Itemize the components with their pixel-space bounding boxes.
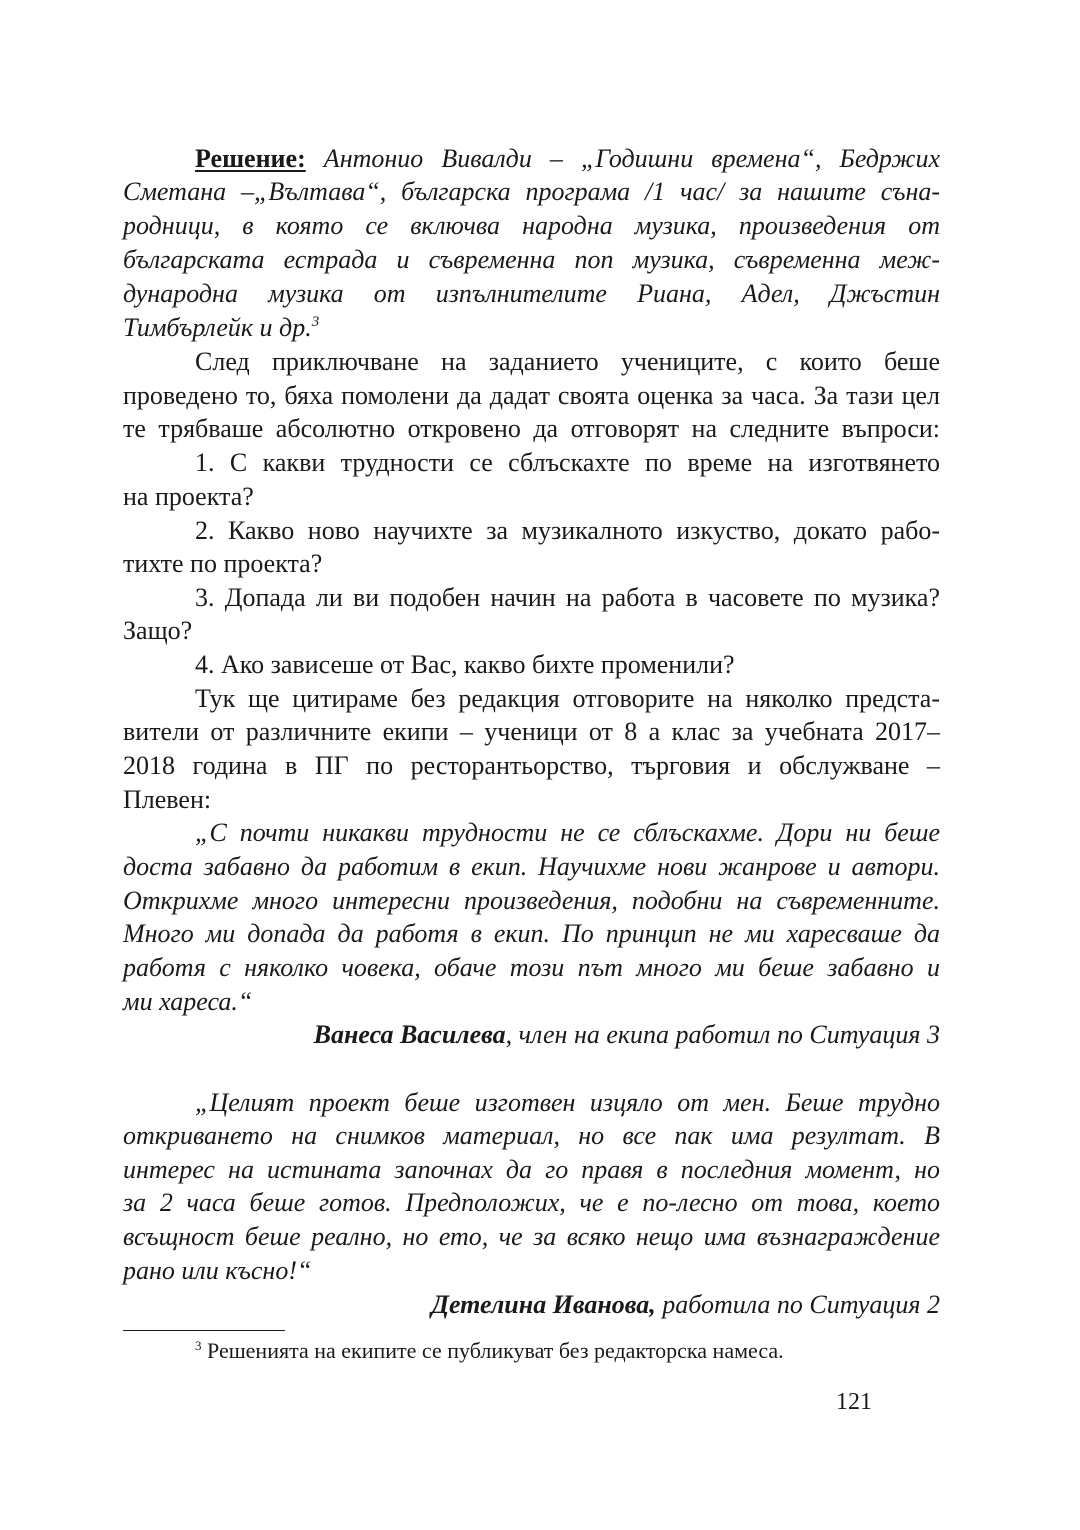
question-3-line-2: Защо? <box>123 616 193 645</box>
quote-1-line-3: Открихме много интересни произведения, подобни на съвременните. <box>123 886 940 915</box>
intro-line-2: проведено то, бяха помолени да дадат своята оценка за часа. За тази цел <box>123 381 940 410</box>
decision-line-5: дународна музика от изпълнителите Риана, Адел, Джъстин <box>123 279 940 308</box>
footnote-ref: 3 <box>311 314 320 330</box>
footnote-text: Решенията на екипите се публикуват без редакторска намеса. <box>201 1338 784 1363</box>
question-3-line-1: 3. Допада ли ви подобен начин на работа в часовете по музика? <box>195 583 940 612</box>
quote-1-author: Ванеса Василева <box>313 1020 506 1049</box>
quote-1-line-6: ми хареса.“ <box>123 987 253 1016</box>
citation-line-4: Плевен: <box>123 785 212 814</box>
footnote-number: 3 <box>195 1338 202 1353</box>
quote-2-attribution <box>123 1288 940 1321</box>
quote-1-line-4: Много ми допада да работя в екип. По принцип не ми харесваше да <box>123 919 940 948</box>
decision-line-4: българската естрада и съвременна поп музика, съвременна меж- <box>123 245 940 274</box>
quote-2-line-2: откриването на снимков материал, но все пак има резултат. В <box>123 1121 940 1150</box>
question-1-line-2: на проекта? <box>123 482 254 511</box>
quote-1-line-2: доста забавно да работим в екип. Научихме нови жанрове и автори. <box>123 852 940 881</box>
decision-text-1: Антонио Вивалди – „Годишни времена“, Бедржих <box>305 144 940 173</box>
footnote-rule <box>123 1330 285 1331</box>
quote-1-line-1: „С почти никакви трудности не се сблъскахме. Дори ни беше <box>195 818 940 847</box>
citation-line-1: Тук ще цитираме без редакция отговорите на няколко предста- <box>195 684 940 713</box>
quote-1-attribution <box>123 1018 940 1051</box>
quote-1-role: , член на екипа работил по Ситуация 3 <box>505 1020 940 1049</box>
question-2-line-2: тихте по проекта? <box>123 549 323 578</box>
quote-2-line-4: за 2 часа беше готов. Предположих, че е по-лесно от това, което <box>123 1188 940 1217</box>
decision-line-6 <box>123 311 940 344</box>
intro-line-3: те трябваше абсолютно откровено да отговорят на следните въпроси: <box>123 414 940 443</box>
question-4-line-1: 4. Ако зависеше от Вас, какво бихте променили? <box>195 650 735 679</box>
quote-2-line-5: всъщност беше реално, но ето, че за всяко нещо има възнаграждение <box>123 1222 940 1251</box>
decision-label: Решение: <box>195 144 306 173</box>
quote-2-line-3: интерес на истината започнах да го правя в последния момент, но <box>123 1155 940 1184</box>
quote-1-line-5: работя с няколко човека, обаче този път много ми беше забавно и <box>123 953 940 982</box>
intro-line-1: След приключване на заданието учениците, с които беше <box>195 347 940 376</box>
quote-2-line-6: рано или късно!“ <box>123 1256 312 1285</box>
decision-text-6: Тимбърлейк и др. <box>123 313 312 342</box>
quote-2-role: работила по Ситуация 2 <box>655 1290 940 1319</box>
decision-line-1 <box>195 142 940 175</box>
quote-2-line-1: „Целият проект беше изготвен изцяло от мен. Беше трудно <box>195 1088 940 1117</box>
question-1-line-1: 1. С какви трудности се сблъскахте по време на изготвянето <box>195 448 940 477</box>
decision-line-3: родници, в която се включва народна музика, произведения от <box>123 211 940 240</box>
question-2-line-1: 2. Какво ново научихте за музикалното изкуство, докато рабо- <box>195 516 940 545</box>
footnote <box>195 1336 784 1366</box>
citation-line-3: 2018 година в ПГ по ресторантьорство, търговия и обслужване – <box>123 751 940 780</box>
quote-2-author: Детелина Иванова, <box>431 1290 656 1319</box>
page-number: 121 <box>836 1389 872 1415</box>
decision-line-2: Сметана –„Вълтава“, българска програма /1 час/ за нашите съна- <box>123 177 940 206</box>
citation-line-2: вители от различните екипи – ученици от 8 а клас за учебната 2017– <box>123 717 940 746</box>
